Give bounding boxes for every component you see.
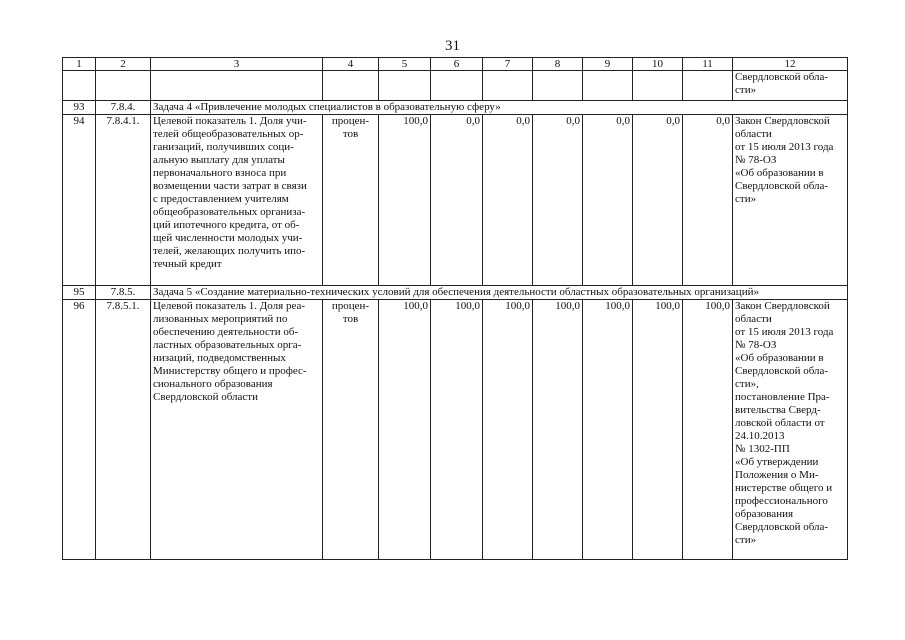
row-number: 95 bbox=[63, 286, 96, 300]
task-title: Задача 5 «Создание материально-технических условий для обеспечения деятельности областных образовательных организаций» bbox=[151, 286, 848, 300]
row-code: 7.8.5.1. bbox=[96, 300, 151, 560]
unit-cell: процен- тов bbox=[323, 115, 379, 286]
value-cell: 0,0 bbox=[683, 115, 733, 286]
page-number: 31 bbox=[445, 38, 460, 54]
source-cell: Закон Свердловской области от 15 июля 2013 года № 78-ОЗ «Об образовании в Свердловской обла- сти», постановление Пра- вительства Сверд- ловской области от 24.10.2013 № 1302-ПП «Об утверждении Положения о Ми- нистерстве общего и профессионального образования Свердловской обла- сти» bbox=[733, 300, 848, 560]
column-header-row bbox=[63, 58, 848, 71]
value-cell: 0,0 bbox=[533, 115, 583, 286]
indicator-row bbox=[63, 300, 848, 560]
indicator-description: Целевой показатель 1. Доля реа- лизованных мероприятий по обеспечению деятельности об- ластных образовательных орга- низаций, подведомственных Министерству общего и профес- сионального образования Свердловской области bbox=[151, 300, 323, 560]
indicator-description: Целевой показатель 1. Доля учи- телей общеобразовательных ор- ганизаций, получивших соци- альную выплату для уплаты первоначального взноса при возмещении части затрат в связи с предоставлением учителям общеобразовательных организа- ций ипотечного кредита, от об- щей численности молодых учи- телей, желающих получить ипо- течный кредит bbox=[151, 115, 323, 286]
column-header: 7 bbox=[483, 58, 533, 71]
column-header: 9 bbox=[583, 58, 633, 71]
column-header: 2 bbox=[96, 58, 151, 71]
value-cell: 100,0 bbox=[379, 115, 431, 286]
column-header: 10 bbox=[633, 58, 683, 71]
value-cell: 0,0 bbox=[633, 115, 683, 286]
value-cell: 100,0 bbox=[483, 300, 533, 560]
column-header: 3 bbox=[151, 58, 323, 71]
row-code: 7.8.4.1. bbox=[96, 115, 151, 286]
column-header: 8 bbox=[533, 58, 583, 71]
value-cell: 100,0 bbox=[379, 300, 431, 560]
value-cell: 0,0 bbox=[483, 115, 533, 286]
column-header: 4 bbox=[323, 58, 379, 71]
column-header: 11 bbox=[683, 58, 733, 71]
unit-cell: процен- тов bbox=[323, 300, 379, 560]
column-header: 12 bbox=[733, 58, 848, 71]
row-code: 7.8.5. bbox=[96, 286, 151, 300]
value-cell: 100,0 bbox=[583, 300, 633, 560]
value-cell: 0,0 bbox=[431, 115, 483, 286]
indicator-row bbox=[63, 115, 848, 286]
task-title: Задача 4 «Привлечение молодых специалистов в образовательную сферу» bbox=[151, 101, 848, 115]
row-number: 96 bbox=[63, 300, 96, 560]
value-cell: 100,0 bbox=[431, 300, 483, 560]
task-row bbox=[63, 101, 848, 115]
row-code: 7.8.4. bbox=[96, 101, 151, 115]
task-row bbox=[63, 286, 848, 300]
value-cell: 100,0 bbox=[683, 300, 733, 560]
continuation-row bbox=[63, 71, 848, 101]
source-cell: Свердловской обла- сти» bbox=[733, 71, 848, 101]
column-header: 5 bbox=[379, 58, 431, 71]
row-number: 94 bbox=[63, 115, 96, 286]
column-header: 6 bbox=[431, 58, 483, 71]
column-header: 1 bbox=[63, 58, 96, 71]
row-number: 93 bbox=[63, 101, 96, 115]
indicator-table bbox=[62, 57, 848, 560]
source-cell: Закон Свердловской области от 15 июля 2013 года № 78-ОЗ «Об образовании в Свердловской обла- сти» bbox=[733, 115, 848, 286]
value-cell: 100,0 bbox=[533, 300, 583, 560]
value-cell: 100,0 bbox=[633, 300, 683, 560]
value-cell: 0,0 bbox=[583, 115, 633, 286]
